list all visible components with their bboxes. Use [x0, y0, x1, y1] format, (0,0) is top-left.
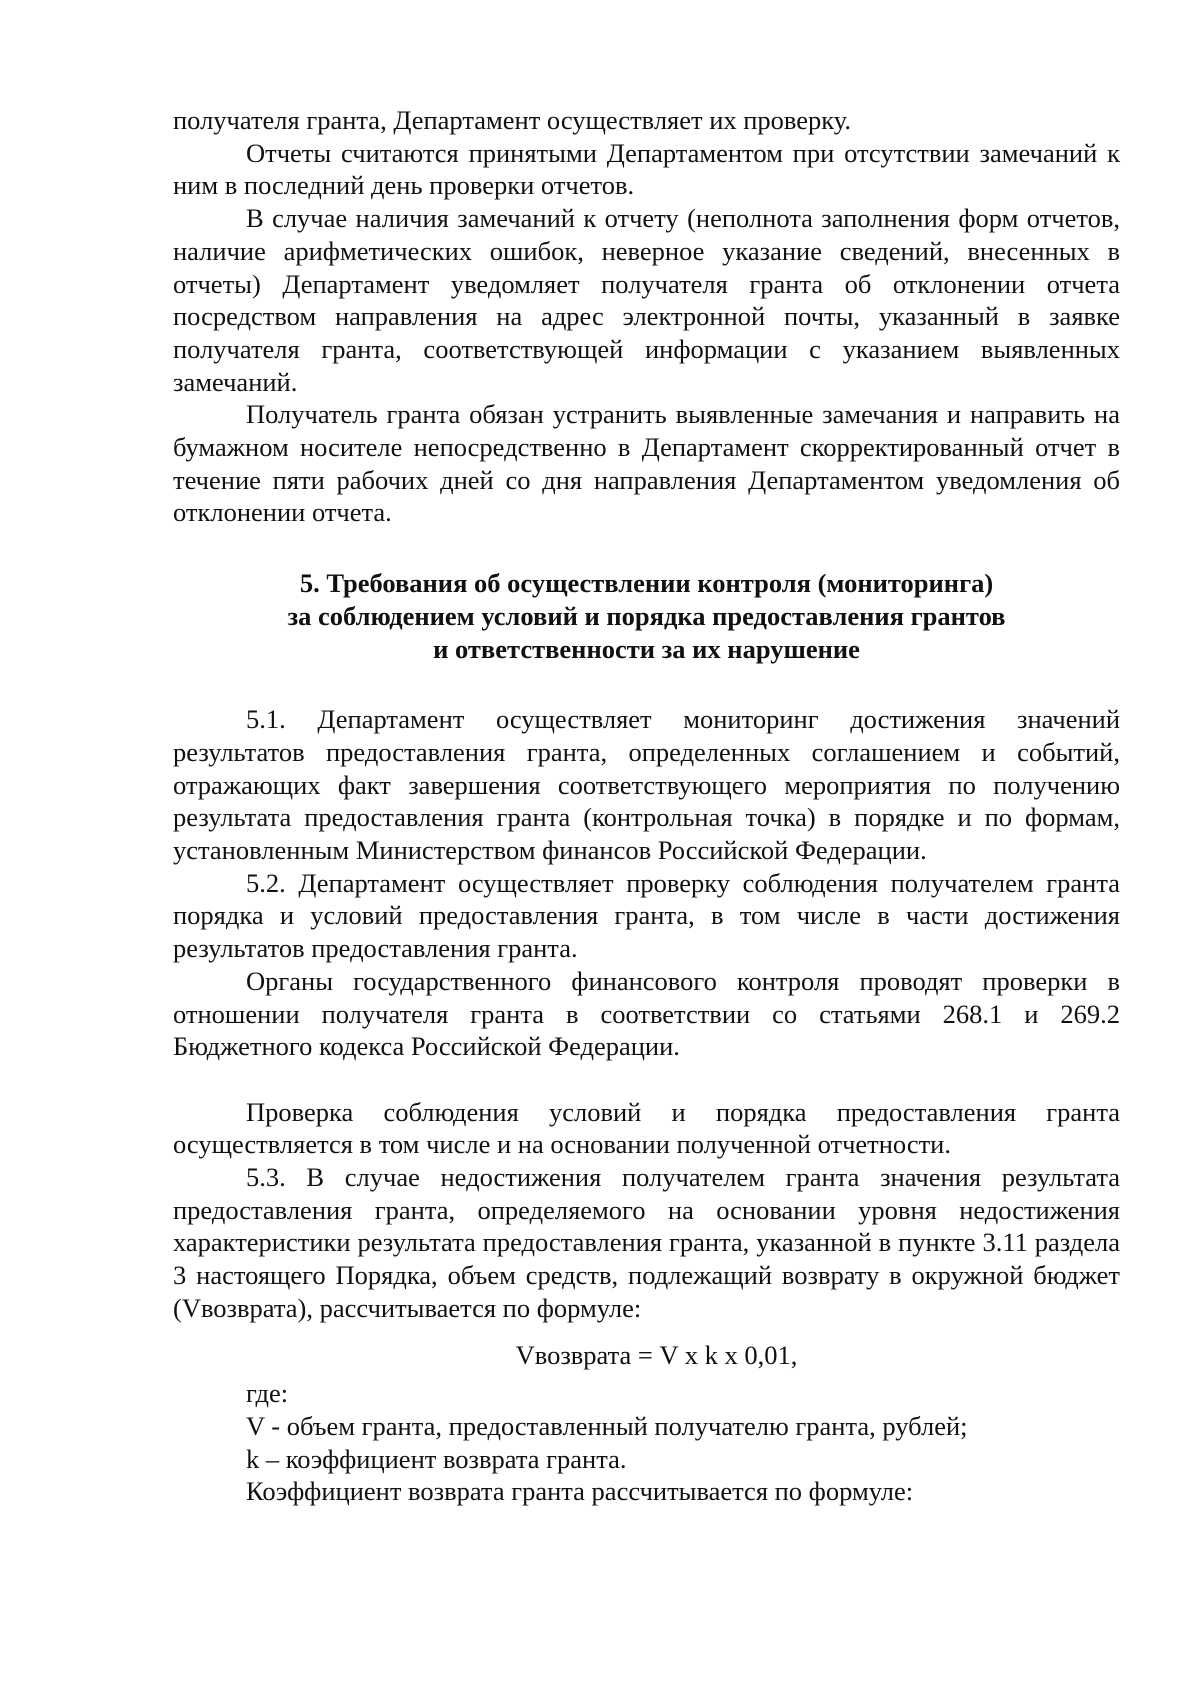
paragraph-financial-control: Органы государственного финансового контроля проводят проверки в отношении получателя гранта в соответствии со статьями 268.1 и 269.2 Бюджетного кодекса Российской Федерации.	[173, 965, 1120, 1062]
paragraph-5-1: 5.1. Департамент осуществляет мониторинг достижения значений результатов предоставления гранта, определенных соглашением и событий, отражающих факт завершения соответствующего мероприятия по получению результата предоставления гранта (контрольная точка) в порядке и по формам, установленным Министерством финансов Российской Федерации.	[173, 704, 1120, 866]
paragraph-5-3: 5.3. В случае недостижения получателем гранта значения результата предоставления гранта, определяемого на основании уровня недостижения характеристики результата предоставления гранта, указанной в пункте 3.11 раздела 3 настоящего Порядка, объем средств, подлежащий возврату в окружной бюджет (Vвозврата), рассчитывается по формуле:	[173, 1162, 1120, 1323]
where-label: где:	[246, 1378, 289, 1409]
definition-k: k – коэффициент возврата гранта.	[246, 1443, 627, 1474]
paragraph-report-remarks: В случае наличия замечаний к отчету (неполнота заполнения форм отчетов, наличие арифметических ошибок, неверное указание сведений, внесенных в отчеты) Департамент уведомляет получателя гранта об отклонении отчета посредством направления на адрес электронной почты, указанный в заявке получателя гранта, соответствующей информации с указанием выявленных замечаний.	[173, 203, 1120, 397]
formula-text: Vвозврата = V x k x 0,01,	[515, 1339, 798, 1370]
coefficient-formula-intro: Коэффициент возврата гранта рассчитывается по формуле:	[246, 1476, 914, 1507]
paragraph-compliance-check: Проверка соблюдения условий и порядка предоставления гранта осуществляется в том числе и на основании полученной отчетности.	[173, 1096, 1120, 1160]
formula-return-volume	[173, 1339, 1120, 1372]
paragraph-5-2: 5.2. Департамент осуществляет проверку соблюдения получателем гранта порядка и условий предоставления гранта, в том числе в части достижения результатов предоставления гранта.	[173, 867, 1120, 964]
definition-v: V - объем гранта, предоставленный получателю гранта, рублей;	[246, 1411, 968, 1441]
paragraph-recipient-obligation: Получатель гранта обязан устранить выявленные замечания и направить на бумажном носителе непосредственно в Департамент скорректированный отчет в течение пяти рабочих дней со дня направления Департаментом уведомления об отклонении отчета.	[173, 399, 1120, 528]
paragraph-reports-accepted: Отчеты считаются принятыми Департаментом при отсутствии замечаний к ним в последний день проверки отчетов.	[173, 137, 1120, 201]
paragraph-report-check: получателя гранта, Департамент осуществляет их проверку.	[173, 105, 852, 135]
section-heading-line-3: и ответственности за их нарушение	[433, 633, 860, 664]
section-heading-line-1: 5. Требования об осуществлении контроля (мониторинга)	[299, 568, 994, 599]
blank-line	[173, 1063, 1120, 1096]
document-page	[173, 104, 1120, 1508]
section-5-heading	[173, 567, 1120, 665]
section-heading-line-2: за соблюдением условий и порядка предоставления грантов	[287, 600, 1006, 631]
